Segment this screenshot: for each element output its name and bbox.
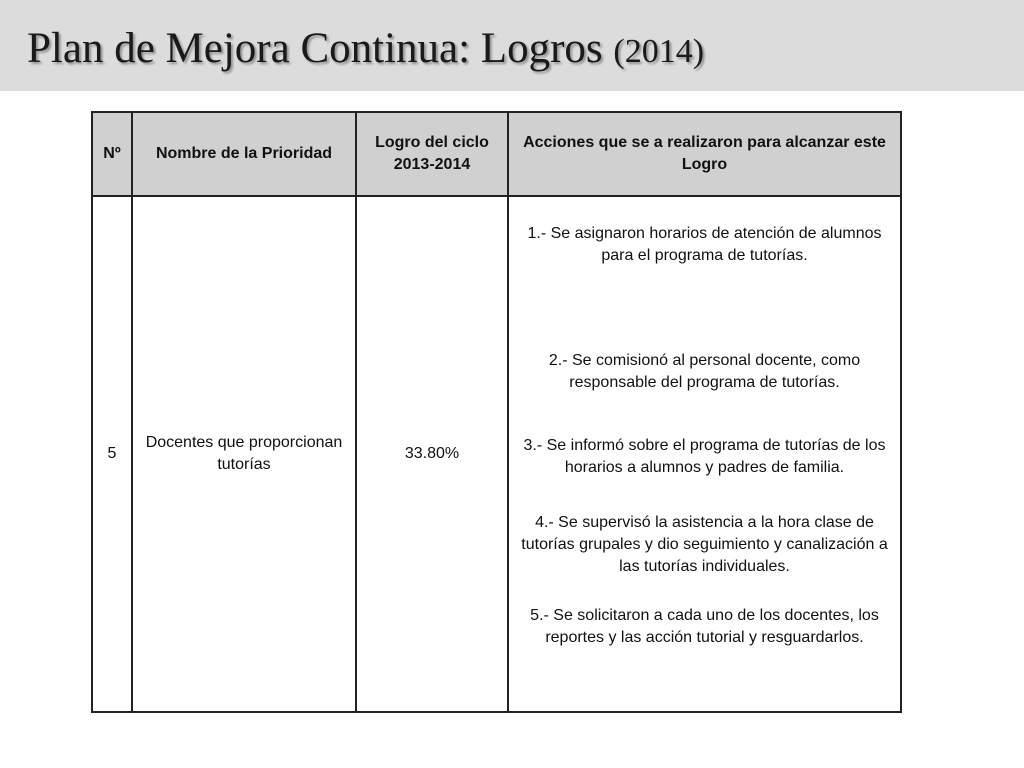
action-item: 3.- Se informó sobre el programa de tutorías de los horarios a alumnos y padres de familia. [523,437,886,476]
header-achievement: Logro del ciclo 2013-2014 [356,112,508,196]
action-item: 1.- Se asignaron horarios de atención de alumnos para el programa de tutorías. [527,225,882,264]
slide-title-main: Plan de Mejora Continua: Logros [27,25,614,72]
action-item: 5.- Se solicitaron a cada uno de los docentes, los reportes y las acción tutorial y resguardarlos. [530,607,879,646]
slide-title [27,22,704,79]
table-row [92,196,901,712]
cell-priority-name: Docentes que proporcionan tutorías [132,196,356,712]
action-item: 4.- Se supervisó la asistencia a la hora clase de tutorías grupales y dio seguimiento y canalización a las tutorías individuales. [521,514,888,575]
header-number: Nº [92,112,132,196]
improvement-plan-table [91,111,902,713]
header-actions: Acciones que se a realizaron para alcanzar este Logro [508,112,901,196]
cell-actions [508,196,901,712]
table-header-row [92,112,901,196]
header-priority-name: Nombre de la Prioridad [132,112,356,196]
cell-number: 5 [92,196,132,712]
cell-achievement: 33.80% [356,196,508,712]
action-item: 2.- Se comisionó al personal docente, como responsable del programa de tutorías. [548,352,861,391]
slide-title-year: (2014) [613,33,705,70]
actions-list [515,197,894,711]
